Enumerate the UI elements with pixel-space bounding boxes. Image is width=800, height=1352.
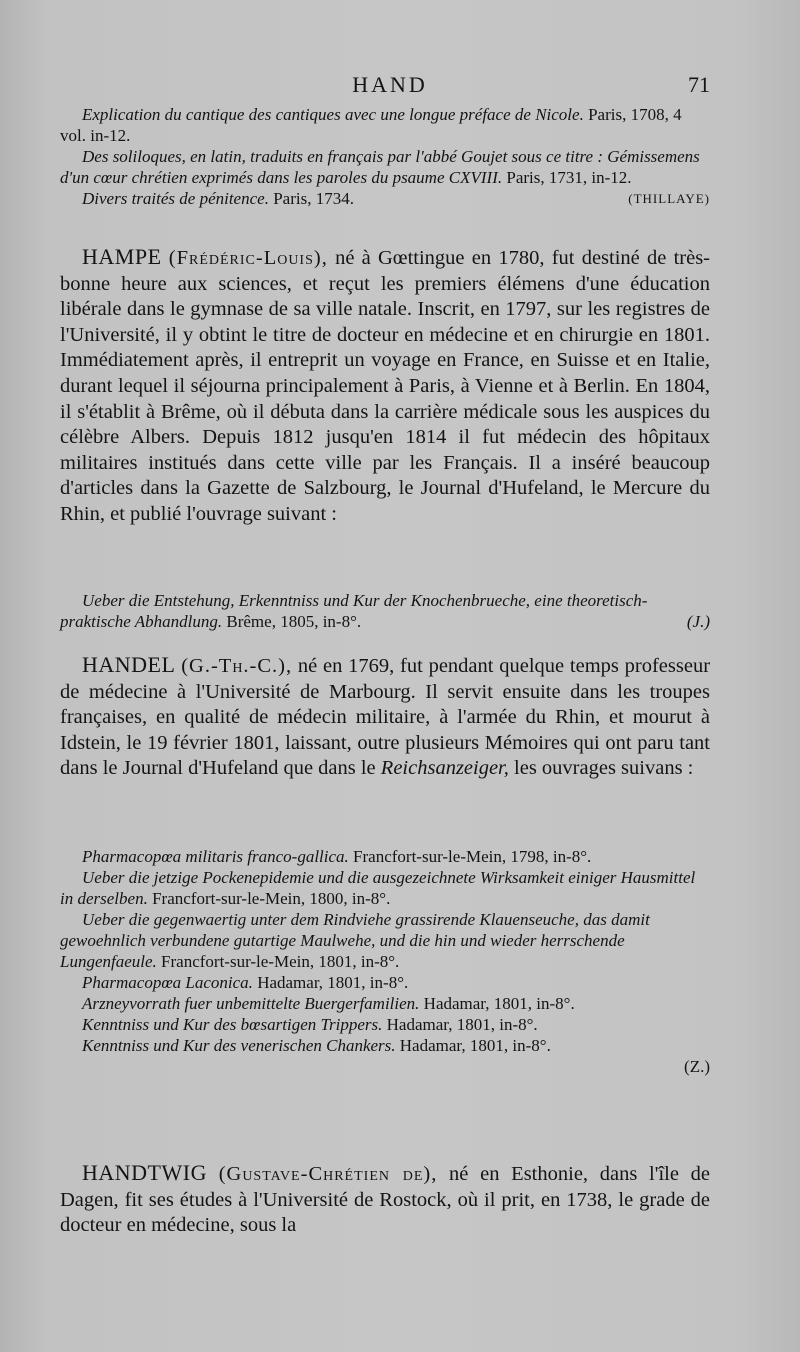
page-number: 71 [688,72,710,97]
work-publication: Paris, 1708, 4 vol. in-12. [60,105,682,145]
work-entry [60,909,710,972]
handel-works [60,846,710,1077]
work-entry [60,867,710,909]
entry-text [60,652,710,782]
work-entry [60,590,710,632]
entry-hampe [60,244,710,528]
work-publication: Paris, 1731, in-12. [506,168,632,187]
entry-name: (Frédéric-Louis), [168,247,328,269]
entry-handtwig [60,1160,710,1239]
work-entry [60,1035,710,1056]
entry-text [60,1160,710,1239]
work-title: Kenntniss und Kur des bœsartigen Trippers. [82,1015,383,1034]
author-initials: (Z.) [684,1057,710,1076]
entry-text [60,244,710,528]
work-title: Ueber die Entstehung, Erkenntniss und Kur der Knochenbrueche, eine theoretisch-praktische Abhandlung. [60,591,648,631]
work-publication: Hadamar, 1801, in-8°. [399,1036,551,1055]
author-initials: (J.) [686,612,710,631]
page-header [60,72,720,104]
entry-handel [60,652,710,782]
entry-headword: HAMPE [82,244,162,269]
work-entry [60,188,710,209]
entry-name: (Gustave-Chrétien de), [218,1163,438,1185]
work-publication: Francfort-sur-le-Mein, 1800, in-8°. [152,889,391,908]
work-entry [60,846,710,867]
entry-headword: HANDTWIG [82,1160,207,1185]
work-entry [60,146,710,188]
work-publication: Francfort-sur-le-Mein, 1798, in-8°. [353,847,592,866]
work-title: Explication du cantique des cantiques avec une longue préface de Nicole. [82,105,584,124]
work-entry [60,104,710,146]
entry-body-italic: Reichsanzeiger, [380,757,509,780]
previous-entry-works [60,104,710,209]
work-publication: Hadamar, 1801, in-8°. [423,994,575,1013]
entry-body: né à Gœttingue en 1780, fut destiné de très-bonne heure aux sciences, et reçut les premiers élémens d'une éducation libérale dans le gymnase de sa ville natale. Inscrit, en 1797, sur les registres de l'Université, il y obtint le titre de docteur en médecine et en chirurgie en 1801. Immédiatement après, il entreprit un voyage en France, en Suisse et en Italie, durant lequel il séjourna principalement à Paris, à Vienne et à Berlin. En 1804, il s'établit à Brême, où il débuta dans la carrière médicale sous les auspices du célèbre Albers. Depuis 1812 jusqu'en 1814 il fut médecin des hôpitaux militaires institués dans cette ville par les Français. Il a inséré beaucoup d'articles dans la Gazette de Salzbourg, le Journal d'Hufeland, le Mercure du Rhin, et publié l'ouvrage suivant : [60,247,710,525]
work-publication: Francfort-sur-le-Mein, 1801, in-8°. [161,952,400,971]
work-publication: Brême, 1805, in-8°. [226,612,362,631]
entry-headword: HANDEL [82,652,176,677]
work-title: Des soliloques, en latin, traduits en français par l'abbé Goujet sous ce titre : Gémissemens d'un cœur chrétien exprimés dans les paroles du psaume CXVIII. [60,147,700,187]
work-title: Ueber die jetzige Pockenepidemie und die ausgezeichnete Wirksamkeit einiger Hausmittel in derselben. [60,868,696,908]
work-title: Pharmacopœa Laconica. [82,973,253,992]
work-title: Arzneyvorrath fuer unbemittelte Buergerfamilien. [82,994,420,1013]
author-initials: (THILLAYE) [628,191,710,206]
entry-body: les ouvrages suivans : [514,757,694,780]
work-title: Pharmacopœa militaris franco-gallica. [82,847,349,866]
work-publication: Paris, 1734. [273,189,354,208]
work-publication: Hadamar, 1801, in-8°. [257,973,409,992]
entry-name: (G.-Th.-C.), [181,655,293,677]
entry-body: né en 1769, fut pendant quelque temps professeur de médecine à l'Université de Marbourg. Il servit ensuite dans les troupes françaises, en qualité de médecin militaire, à l'armée du Rhin, et mourut à Idstein, le 19 février 1801, laissant, outre plusieurs Mémoires qui ont paru tant dans le Journal d'Hufeland que dans le [60,655,711,780]
entry-body: né en Esthonie, dans l'île de Dagen, fit ses études à l'Université de Rostock, où il prit, en 1738, le grade de docteur en médecine, sous la [60,1163,710,1237]
running-head: HAND [352,72,428,97]
work-title: Ueber die gegenwaertig unter dem Rindviehe grassirende Klauenseuche, das damit gewoehnlich verbundene gutartige Maulwehe, und die hin und wieder herrschende Lungenfaeule. [60,910,650,971]
hampe-works [60,590,710,632]
work-title: Kenntniss und Kur des venerischen Chankers. [82,1036,396,1055]
work-entry [60,993,710,1014]
work-entry [60,1014,710,1035]
work-entry [60,972,710,993]
work-title: Divers traités de pénitence. [82,189,269,208]
work-publication: Hadamar, 1801, in-8°. [386,1015,538,1034]
